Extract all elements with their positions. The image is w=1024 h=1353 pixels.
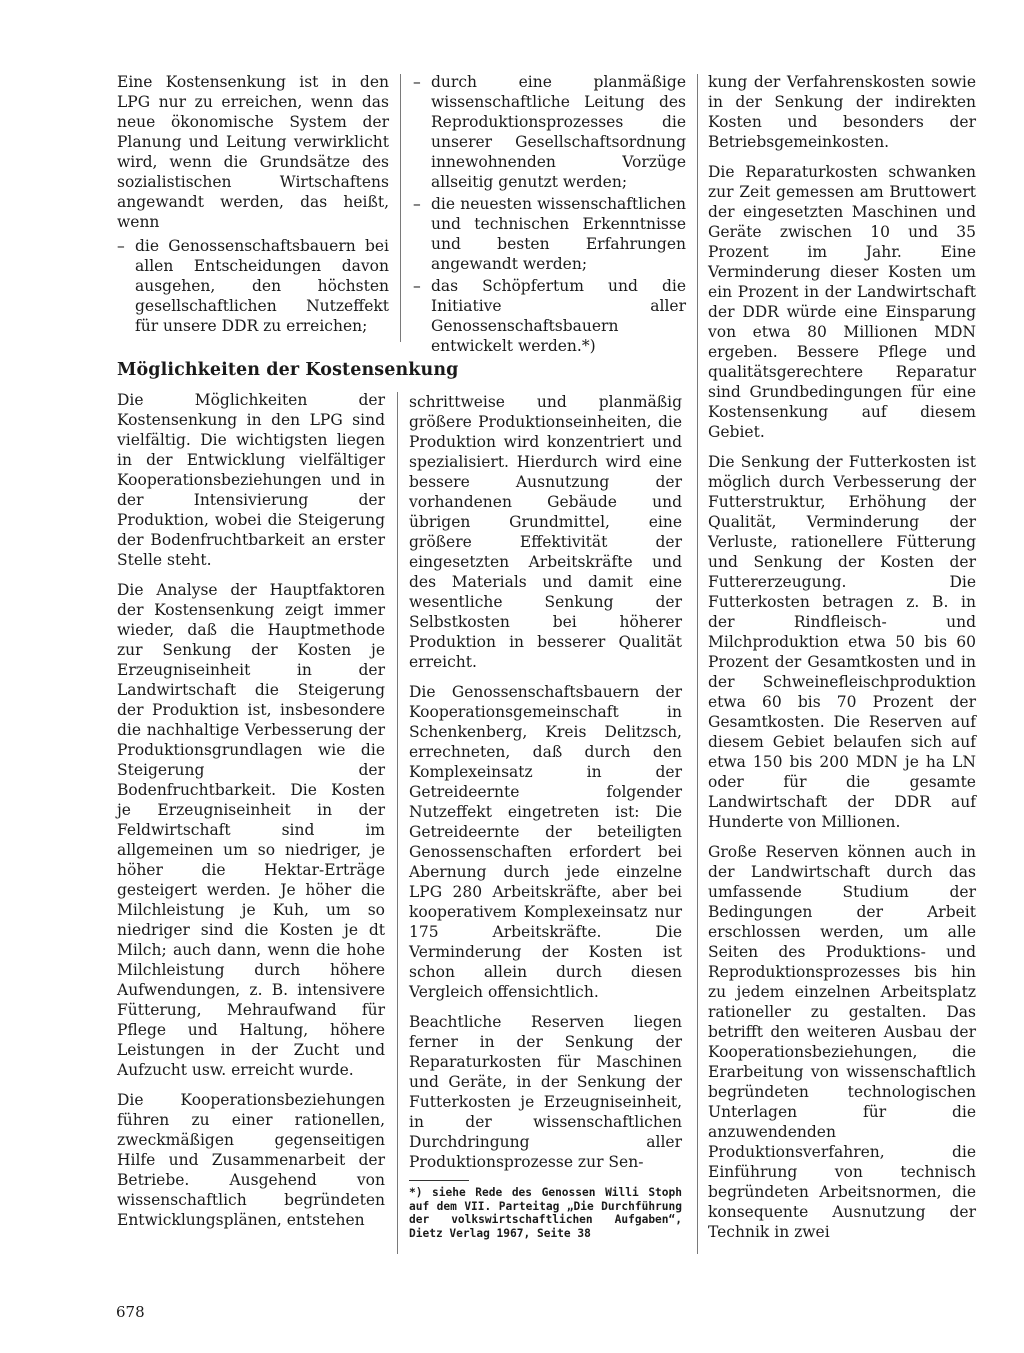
list-item: – die neuesten wissenschaftlichen und technischen Erkenntnisse und besten Erfahrungen angewandt werden; xyxy=(413,194,686,274)
intro-paragraph: Eine Kostensenkung ist in den LPG nur zu erreichen, wenn das neue ökonomische System der Planung und Leitung verwirklicht wird, wenn die Grundsätze des sozialistischen Wirtschaftens angewandt werden, das heißt, wenn xyxy=(117,73,389,231)
page-number: 678 xyxy=(116,1303,145,1321)
column-divider xyxy=(397,392,398,1254)
paragraph: Beachtliche Reserven liegen ferner in der Senkung der Reparaturkosten für Maschinen und Geräte, in der Senkung der Futterkosten je Erzeugniseinheit, in der wissenschaftlichen Durchdringung aller Produktionsprozesse zur Sen- xyxy=(409,1013,682,1171)
section-heading: Möglichkeiten der Kostensenkung xyxy=(117,360,459,380)
right-column xyxy=(708,72,976,1252)
paragraph: kung der Verfahrenskosten sowie in der Senkung der indirekten Kosten und besonders der Betriebsgemeinkosten. xyxy=(708,73,976,151)
list-item: – das Schöpfertum und die Initiative aller Genossenschaftsbauern entwickelt werden.*) xyxy=(413,276,686,356)
footnote: *) siehe Rede des Genossen Willi Stoph auf dem VII. Parteitag „Die Durchführung der volkswirtschaftlichen Aufgaben“, Dietz Verlag 1967, Seite 38 xyxy=(409,1186,682,1240)
paragraph: Die Analyse der Hauptfaktoren der Kostensenkung zeigt immer wieder, daß die Hauptmethode zur Senkung der Kosten je Erzeugniseinheit in der Landwirtschaft die Steigerung der Produktion ist, insbesondere die nachhaltige Verbesserung der Produktionsgrundlagen wie die Steigerung der Bodenfruchtbarkeit. Die Kosten je Erzeugniseinheit in der Feldwirtschaft sind im allgemeinen um so niedriger, je höher die Hektar-Erträge gesteigert werden. Je höher die Milchleistung je Kuh, um so niedriger sind die Kosten je dt Milch; auch dann, wenn die hohe Milchleistung durch höhere Aufwendungen, z. B. intensivere Fütterung, Mehraufwand für Pflege und Haltung, höhere Leistungen in der Zucht und Aufzucht usw. erreicht wurde. xyxy=(117,581,385,1079)
paragraph: Große Reserven können auch in der Landwirtschaft durch das umfassende Studium der Bedingungen der Arbeit erschlossen werden, um alle Seiten des Produktions- und Reproduktionsprozesses bis hin zu jedem einzelnen Arbeitsplatz rationeller zu gestalten. Das betrifft den weiteren Ausbau der Kooperationsbeziehungen, die Erarbeitung von wissenschaftlich begründeten technologischen Unterlagen für die anzuwendenden Produktionsverfahren, die Einführung von technisch begründeten Arbeitsnormen, die konsequente Ausnutzung der Technik in zwei xyxy=(708,843,976,1241)
list-item: – durch eine planmäßige wissenschaftliche Leitung des Reproduktionsprozesses die unserer Gesellschaftsordnung innewohnenden Vorzüge allseitig genutzt werden; xyxy=(413,72,686,192)
section-column-middle xyxy=(409,392,682,1182)
intro-column-left xyxy=(117,72,389,338)
paragraph: schrittweise und planmäßig größere Produktionseinheiten, die Produktion wird konzentriert und spezialisiert. Hierdurch wird eine bessere Ausnutzung der vorhandenen Gebäude und übrigen Grundmittel, eine größere Effektivität der eingesetzten Arbeitskräfte und des Materials und damit eine wesentliche Senkung der Selbstkosten bei höherer Produktion in besserer Qualität erreicht. xyxy=(409,393,682,671)
paragraph: Die Möglichkeiten der Kostensenkung in den LPG sind vielfältig. Die wichtigsten liegen in der Entwicklung vielfältiger Kooperationsbeziehungen und in der Intensivierung der Produktion, wobei die Steigerung der Bodenfruchtbarkeit an erster Stelle steht. xyxy=(117,391,385,569)
footnote-rule xyxy=(409,1180,469,1181)
paragraph: Die Genossenschaftsbauern der Kooperationsgemeinschaft in Schenkenberg, Kreis Delitzsch, errechneten, daß durch den Komplexeinsatz in der Getreideernte folgender Nutzeffekt eingetreten ist: Die Getreideernte der beteiligten Genossenschaften erfordert bei Abernung durch jede einzelne LPG 280 Arbeitskräfte, aber bei kooperativem Komplexeinsatz nur 175 Arbeitskräfte. Die Verminderung der Kosten ist schon allein durch diesen Vergleich offensichtlich. xyxy=(409,683,682,1001)
paragraph: Die Kooperationsbeziehungen führen zu einer rationellen, zweckmäßigen gegenseitigen Hilfe und Zusammenarbeit der Betriebe. Ausgehend von wissenschaftlich begründeten Entwicklungsplänen, entstehen xyxy=(117,1091,385,1229)
column-divider xyxy=(697,74,698,1254)
intro-column-middle xyxy=(413,72,686,358)
list-item: – die Genossenschaftsbauern bei allen Entscheidungen davon ausgehen, den höchsten gesellschaftlichen Nutzeffekt für unsere DDR zu erreichen; xyxy=(117,236,389,336)
column-divider xyxy=(400,74,401,342)
paragraph: Die Reparaturkosten schwanken zur Zeit gemessen am Bruttowert der eingesetzten Maschinen und Geräte zwischen 10 und 35 Prozent im Jahr. Eine Verminderung dieser Kosten um ein Prozent in der Landwirtschaft der DDR würde eine Einsparung von etwa 80 Millionen MDN ergeben. Bessere Pflege und qualitätsgerechtere Reparatur sind Grundbedingungen für eine Kostensenkung auf diesem Gebiet. xyxy=(708,163,976,441)
section-column-left xyxy=(117,390,385,1240)
paragraph: Die Senkung der Futterkosten ist möglich durch Verbesserung der Futterstruktur, Erhöhung der Qualität, Verminderung der Verluste, rationellere Fütterung und Senkung der Kosten der Futtererzeugung. Die Futterkosten betragen z. B. in der Rindfleisch- und Milchproduktion etwa 50 bis 60 Prozent der Gesamtkosten und in der Schweinefleischproduktion etwa 60 bis 70 Prozent der Gesamtkosten. Die Reserven auf diesem Gebiet belaufen sich auf etwa 150 bis 200 MDN je ha LN oder für die gesamte Landwirtschaft der DDR auf Hunderte von Millionen. xyxy=(708,453,976,831)
